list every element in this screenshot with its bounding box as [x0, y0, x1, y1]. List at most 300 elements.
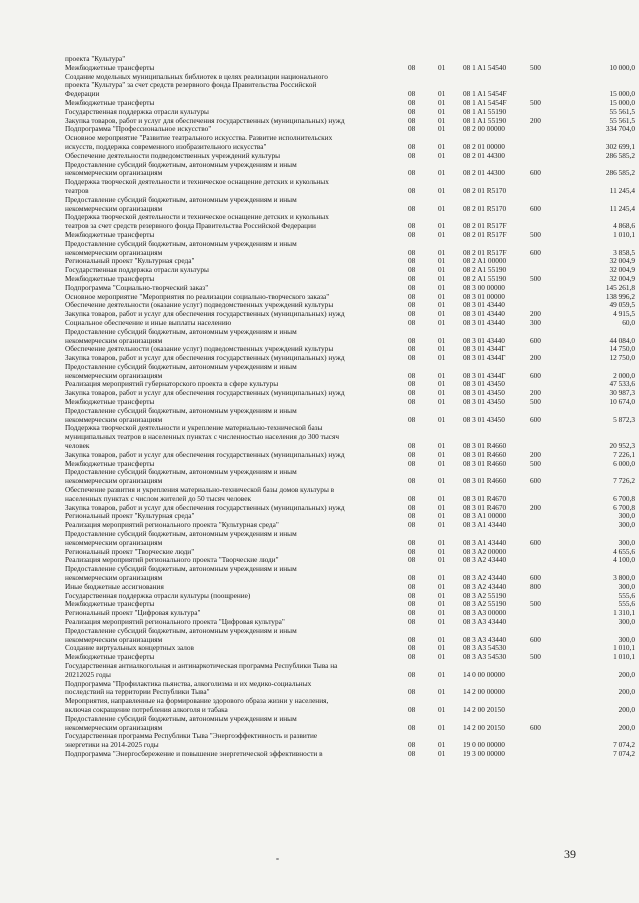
- row-subsection-code: 01: [438, 344, 446, 354]
- row-name: Межбюджетные трансферты: [65, 599, 155, 609]
- row-margin: [0, 460, 65, 469]
- row-subsection-code: 01: [438, 573, 446, 583]
- row-amount: 7 226,1: [613, 449, 635, 459]
- row-target-article-code: 08 2 01 R517F: [463, 229, 507, 239]
- row-amount: 300,0: [618, 511, 635, 521]
- row-target-article-code: 08 2 01 R5170: [463, 185, 507, 195]
- table-row: [0, 178, 639, 196]
- row-name: Подпрограмма "Профилактика пьянства, алкоголизма и их медико-социальных последствий на территории Республики Тыва": [65, 678, 312, 697]
- row-expense-type-code: 600: [530, 370, 541, 380]
- row-name: Межбюджетные трансферты: [65, 458, 155, 468]
- row-section-code: 08: [408, 353, 416, 363]
- row-section-code: 08: [408, 273, 416, 283]
- row-section-code: 08: [408, 62, 416, 72]
- row-margin: [0, 583, 65, 592]
- row-name: Региональный проект "Творческие люди": [65, 546, 195, 556]
- row-margin: [0, 354, 65, 363]
- row-amount: 300,0: [618, 634, 635, 644]
- row-margin: [0, 627, 65, 645]
- row-expense-type-code: 500: [530, 397, 541, 407]
- row-subsection-code: 01: [438, 555, 446, 565]
- row-margin: [0, 284, 65, 293]
- row-name: Обеспечение деятельности подведомственных учреждений культуры: [65, 150, 281, 160]
- row-margin: [0, 213, 65, 231]
- row-margin: [0, 108, 65, 117]
- row-name: Обеспечение деятельности (оказание услуг) подведомственных учреждений культуры: [65, 300, 334, 310]
- row-amount: 138 996,2: [605, 291, 635, 301]
- row-section-code: 08: [408, 704, 416, 714]
- row-subsection-code: 01: [438, 388, 446, 398]
- row-name: Закупка товаров, работ и услуг для обеспечения государственных (муниципальных) нужд: [65, 353, 345, 363]
- row-expense-type-code: 500: [530, 599, 541, 609]
- row-section-code: 08: [408, 141, 416, 151]
- row-margin: [0, 697, 65, 715]
- row-name: Предоставление субсидий бюджетным, автономным учреждениям и иным некоммерческим организациям: [65, 361, 297, 380]
- row-target-article-code: 08 3 01 R4670: [463, 493, 507, 503]
- row-target-article-code: 08 2 00 00000: [463, 124, 505, 134]
- row-target-article-code: 14 2 00 00000: [463, 687, 505, 697]
- row-subsection-code: 01: [438, 203, 446, 213]
- row-name: Региональный проект "Культурная среда": [65, 511, 195, 521]
- row-target-article-code: 08 3 A3 00000: [463, 608, 507, 618]
- row-subsection-code: 01: [438, 89, 446, 99]
- row-amount: 4 655,6: [613, 546, 635, 556]
- row-name: Региональный проект "Культурная среда": [65, 256, 195, 266]
- row-amount: 3 858,5: [613, 247, 635, 257]
- row-expense-type-code: 500: [530, 458, 541, 468]
- row-amount: 4 868,6: [613, 221, 635, 231]
- row-amount: 2 000,0: [613, 370, 635, 380]
- row-name: Закупка товаров, работ и услуг для обеспечения государственных (муниципальных) нужд: [65, 388, 345, 398]
- table-row: [0, 213, 639, 231]
- row-name: Поддержка творческой деятельности и укрепление материально-технической базы муниципальных театров в населенных пунктах с численностью населения до 300 тысяч человек: [65, 423, 340, 451]
- row-section-code: 08: [408, 493, 416, 503]
- table-row: [0, 240, 639, 258]
- row-margin: [0, 266, 65, 275]
- budget-table: [0, 55, 639, 759]
- row-amount: 7 726,2: [613, 476, 635, 486]
- row-name: Государственная поддержка отрасли культуры: [65, 106, 209, 116]
- row-name: Реализация мероприятий регионального проекта "Культурная среда": [65, 520, 279, 530]
- row-amount: 15 000,0: [609, 89, 635, 99]
- row-section-code: 08: [408, 441, 416, 451]
- row-section-code: 08: [408, 309, 416, 319]
- row-subsection-code: 01: [438, 185, 446, 195]
- row-subsection-code: 01: [438, 309, 446, 319]
- row-name: Реализация мероприятий губернаторского проекта в сфере культуры: [65, 379, 279, 389]
- row-subsection-code: 01: [438, 317, 446, 327]
- row-section-code: 08: [408, 687, 416, 697]
- row-section-code: 08: [408, 476, 416, 486]
- row-subsection-code: 01: [438, 643, 446, 653]
- row-subsection-code: 01: [438, 397, 446, 407]
- row-target-article-code: 19 0 00 00000: [463, 740, 505, 750]
- row-amount: 10 000,0: [609, 62, 635, 72]
- row-margin: [0, 117, 65, 126]
- row-target-article-code: 08 1 A1 55190: [463, 106, 507, 116]
- row-subsection-code: 01: [438, 414, 446, 424]
- row-amount: 11 245,4: [609, 185, 635, 195]
- row-amount: 300,0: [618, 617, 635, 626]
- row-name: Межбюджетные трансферты: [65, 229, 155, 239]
- row-subsection-code: 01: [438, 150, 446, 160]
- table-row: [0, 715, 639, 733]
- scan-artifact: [276, 858, 279, 860]
- row-margin: [0, 134, 65, 152]
- row-expense-type-code: 600: [530, 168, 541, 178]
- row-target-article-code: 08 3 01 43440: [463, 335, 505, 345]
- row-subsection-code: 01: [438, 722, 446, 732]
- row-section-code: 08: [408, 317, 416, 327]
- row-section-code: 08: [408, 555, 416, 565]
- row-target-article-code: 08 3 01 00000: [463, 291, 505, 301]
- row-expense-type-code: 200: [530, 449, 541, 459]
- table-row: [0, 407, 639, 425]
- row-margin: [0, 609, 65, 618]
- table-row: [0, 134, 639, 152]
- row-section-code: 08: [408, 599, 416, 609]
- row-margin: [0, 662, 65, 680]
- row-margin: [0, 398, 65, 407]
- row-subsection-code: 01: [438, 221, 446, 231]
- row-section-code: 08: [408, 590, 416, 600]
- row-expense-type-code: 600: [530, 203, 541, 213]
- row-margin: [0, 486, 65, 504]
- row-target-article-code: 08 1 A1 5454F: [463, 97, 507, 107]
- row-name: Государственная поддержка отрасли культуры: [65, 265, 209, 275]
- row-name: Предоставление субсидий бюджетным, автономным учреждениям и иным некоммерческим организациям: [65, 529, 297, 547]
- row-subsection-code: 01: [438, 168, 446, 178]
- table-row: [0, 328, 639, 346]
- row-target-article-code: 08 3 01 R4660: [463, 449, 507, 459]
- row-name: Основное мероприятие "Мероприятия по реализации социально-творческого заказа": [65, 291, 330, 301]
- row-section-code: 08: [408, 115, 416, 125]
- row-name: Обеспечение развития и укрепления материально-технической базы домов культуры в населенных пунктах с числом жителей до 50 тысяч человек: [65, 485, 335, 503]
- row-section-code: 08: [408, 150, 416, 160]
- row-name: Государственная поддержка отрасли культуры (поощрение): [65, 590, 251, 600]
- row-amount: 4 915,5: [613, 309, 635, 319]
- row-target-article-code: 08 3 A2 55190: [463, 599, 507, 609]
- row-name: Межбюджетные трансферты: [65, 273, 155, 283]
- row-subsection-code: 01: [438, 493, 446, 503]
- row-target-article-code: 08 3 A3 43440: [463, 634, 507, 644]
- row-target-article-code: 08 3 A2 43440: [463, 573, 507, 583]
- row-subsection-code: 01: [438, 581, 446, 591]
- row-amount: 14 750,0: [609, 344, 635, 354]
- row-amount: 145 261,8: [605, 282, 635, 292]
- row-expense-type-code: 200: [530, 353, 541, 363]
- row-amount: 47 533,6: [609, 379, 635, 389]
- row-subsection-code: 01: [438, 247, 446, 257]
- row-name: Региональный проект "Цифровая культура": [65, 608, 201, 618]
- row-margin: [0, 521, 65, 530]
- row-amount: 334 704,0: [605, 124, 635, 134]
- row-margin: [0, 319, 65, 328]
- row-amount: 49 059,5: [609, 300, 635, 310]
- row-name: Создание виртуальных концертных залов: [65, 643, 195, 653]
- row-expense-type-code: 600: [530, 247, 541, 257]
- row-expense-type-code: 600: [530, 476, 541, 486]
- row-name: Межбюджетные трансферты: [65, 397, 155, 407]
- row-amount: 20 952,3: [609, 441, 635, 451]
- row-section-code: 08: [408, 414, 416, 424]
- row-section-code: 08: [408, 449, 416, 459]
- row-target-article-code: 08 3 A1 43440: [463, 520, 507, 530]
- row-subsection-code: 01: [438, 546, 446, 556]
- row-section-code: 08: [408, 458, 416, 468]
- row-section-code: 08: [408, 643, 416, 653]
- row-name: Основное мероприятие "Развитие театрального искусства. Развитие исполнительских искусств, поддержка современного изобразительного искусства": [65, 133, 333, 151]
- row-expense-type-code: 200: [530, 388, 541, 398]
- row-margin: [0, 152, 65, 161]
- row-margin: [0, 530, 65, 548]
- row-name: Создание модельных муниципальных библиотек в целях реализации национального проекта "Культура" за счет средств резервного фонда Правительства Российской Федерации: [65, 71, 328, 99]
- row-subsection-code: 01: [438, 599, 446, 609]
- row-name: Предоставление субсидий бюджетным, автономным учреждениям и иным некоммерческим организациям: [65, 625, 297, 644]
- row-margin: [0, 99, 65, 108]
- row-target-article-code: 08 2 01 R517F: [463, 221, 507, 231]
- row-target-article-code: 08 2 01 44300: [463, 168, 505, 178]
- row-subsection-code: 01: [438, 748, 446, 758]
- row-margin: [0, 715, 65, 733]
- row-amount: 555,6: [618, 590, 635, 600]
- row-section-code: 08: [408, 652, 416, 662]
- row-target-article-code: 14 2 00 20150: [463, 722, 505, 732]
- row-name: Межбюджетные трансферты: [65, 97, 155, 107]
- row-target-article-code: 08 3 01 R4660: [463, 441, 507, 451]
- row-margin: [0, 407, 65, 425]
- table-row: [0, 424, 639, 450]
- row-expense-type-code: 500: [530, 229, 541, 239]
- row-name: Межбюджетные трансферты: [65, 652, 155, 662]
- row-section-code: 08: [408, 370, 416, 380]
- table-row: [0, 468, 639, 486]
- row-target-article-code: 19 3 00 00000: [463, 748, 505, 758]
- row-amount: 32 004,9: [609, 273, 635, 283]
- row-target-article-code: 08 1 A1 55190: [463, 115, 507, 125]
- row-expense-type-code: 600: [530, 634, 541, 644]
- row-subsection-code: 01: [438, 62, 446, 72]
- row-target-article-code: 08 2 A1 55190: [463, 265, 507, 275]
- row-name: Предоставление субсидий бюджетным, автономным учреждениям и иным некоммерческим организациям: [65, 467, 297, 486]
- row-target-article-code: 08 3 01 R4670: [463, 502, 507, 512]
- row-name: Предоставление субсидий бюджетным, автономным учреждениям и иным некоммерческим организациям: [65, 194, 297, 213]
- row-amount: 300,0: [618, 537, 635, 547]
- row-target-article-code: 08 3 A2 43440: [463, 555, 507, 565]
- row-target-article-code: 08 2 01 R517F: [463, 247, 507, 257]
- row-target-article-code: 08 1 A1 5454F: [463, 89, 507, 99]
- row-target-article-code: 08 3 01 43440: [463, 300, 505, 310]
- row-amount: 1 010,1: [613, 643, 635, 653]
- row-section-code: 08: [408, 669, 416, 679]
- row-margin: [0, 196, 65, 214]
- row-target-article-code: 08 3 01 R4660: [463, 476, 507, 486]
- row-section-code: 08: [408, 124, 416, 134]
- row-target-article-code: 08 3 A3 54530: [463, 643, 507, 653]
- row-amount: 6 000,0: [613, 458, 635, 468]
- row-margin: [0, 275, 65, 284]
- row-subsection-code: 01: [438, 617, 446, 626]
- row-section-code: 08: [408, 229, 416, 239]
- row-section-code: 08: [408, 89, 416, 99]
- row-amount: 6 700,8: [613, 493, 635, 503]
- row-margin: [0, 600, 65, 609]
- table-row: [0, 697, 639, 715]
- row-section-code: 08: [408, 335, 416, 345]
- row-expense-type-code: 200: [530, 309, 541, 319]
- row-amount: 286 585,2: [605, 150, 635, 160]
- row-subsection-code: 01: [438, 634, 446, 644]
- row-subsection-code: 01: [438, 441, 446, 451]
- row-margin: [0, 64, 65, 73]
- row-margin: [0, 310, 65, 319]
- row-name: Закупка товаров, работ и услуг для обеспечения государственных (муниципальных) нужд: [65, 115, 345, 125]
- row-expense-type-code: 600: [530, 335, 541, 345]
- row-margin: [0, 178, 65, 196]
- row-section-code: 08: [408, 106, 416, 116]
- row-name: Подпрограмма "Профессиональное искусство": [65, 124, 212, 134]
- table-row: [0, 662, 639, 680]
- row-expense-type-code: 800: [530, 581, 541, 591]
- row-section-code: 08: [408, 247, 416, 257]
- row-name: Закупка товаров, работ и услуг для обеспечения государственных (муниципальных) нужд: [65, 309, 345, 319]
- row-subsection-code: 01: [438, 291, 446, 301]
- row-amount: 7 074,2: [613, 748, 635, 758]
- row-name: Реализация мероприятий регионального проекта "Творческие люди": [65, 555, 279, 565]
- row-subsection-code: 01: [438, 502, 446, 512]
- row-target-article-code: 08 3 A2 55190: [463, 590, 507, 600]
- row-margin: [0, 468, 65, 486]
- row-expense-type-code: 200: [530, 115, 541, 125]
- row-subsection-code: 01: [438, 124, 446, 134]
- page-number: 39: [564, 847, 576, 861]
- row-name: Закупка товаров, работ и услуг для обеспечения государственных (муниципальных) нужд: [65, 449, 345, 459]
- row-subsection-code: 01: [438, 256, 446, 266]
- row-target-article-code: 08 1 A1 54540: [463, 62, 507, 72]
- row-expense-type-code: 200: [530, 502, 541, 512]
- row-margin: [0, 328, 65, 346]
- row-target-article-code: 14 0 00 00000: [463, 669, 505, 679]
- row-subsection-code: 01: [438, 537, 446, 547]
- row-name: Социальное обеспечение и иные выплаты населению: [65, 317, 232, 327]
- row-expense-type-code: 500: [530, 652, 541, 662]
- row-subsection-code: 01: [438, 520, 446, 530]
- row-subsection-code: 01: [438, 282, 446, 292]
- row-target-article-code: 08 3 01 43440: [463, 317, 505, 327]
- row-target-article-code: 08 2 A1 00000: [463, 256, 507, 266]
- row-margin: [0, 750, 65, 759]
- row-amount: 1 310,1: [613, 608, 635, 618]
- row-subsection-code: 01: [438, 449, 446, 459]
- row-section-code: 08: [408, 265, 416, 275]
- row-margin: [0, 680, 65, 698]
- row-amount: 55 561,5: [609, 106, 635, 116]
- row-section-code: 08: [408, 256, 416, 266]
- row-margin: [0, 592, 65, 601]
- row-margin: [0, 240, 65, 258]
- table-row: [0, 627, 639, 645]
- row-subsection-code: 01: [438, 740, 446, 750]
- row-margin: [0, 451, 65, 460]
- row-target-article-code: 08 3 01 43450: [463, 388, 505, 398]
- row-section-code: 08: [408, 520, 416, 530]
- row-target-article-code: 08 3 00 00000: [463, 282, 505, 292]
- row-margin: [0, 345, 65, 354]
- row-section-code: 08: [408, 502, 416, 512]
- row-amount: 6 700,8: [613, 502, 635, 512]
- row-name: Предоставление субсидий бюджетным, автономным учреждениям и иным некоммерческим организациям: [65, 159, 297, 178]
- row-target-article-code: 08 3 A2 43440: [463, 581, 507, 591]
- row-section-code: 08: [408, 722, 416, 732]
- row-section-code: 08: [408, 203, 416, 213]
- row-name: Обеспечение деятельности (оказание услуг) подведомственных учреждений культуры: [65, 344, 334, 354]
- row-expense-type-code: 500: [530, 273, 541, 283]
- row-expense-type-code: 600: [530, 414, 541, 424]
- row-subsection-code: 01: [438, 687, 446, 697]
- table-row: [0, 363, 639, 381]
- row-margin: [0, 424, 65, 450]
- row-subsection-code: 01: [438, 300, 446, 310]
- row-section-code: 08: [408, 581, 416, 591]
- row-amount: 200,0: [618, 687, 635, 697]
- row-amount: 1 010,1: [613, 229, 635, 239]
- row-subsection-code: 01: [438, 370, 446, 380]
- row-section-code: 08: [408, 397, 416, 407]
- table-row: [0, 680, 639, 698]
- row-name: Предоставление субсидий бюджетным, автономным учреждениям и иным некоммерческим организациям: [65, 564, 297, 583]
- row-section-code: 08: [408, 617, 416, 626]
- row-section-code: 08: [408, 291, 416, 301]
- row-margin: [0, 618, 65, 627]
- row-amount: 200,0: [618, 722, 635, 732]
- row-margin: [0, 732, 65, 750]
- row-name: Предоставление субсидий бюджетным, автономным учреждениям и иным некоммерческим организациям: [65, 713, 297, 732]
- row-expense-type-code: 600: [530, 722, 541, 732]
- row-section-code: 08: [408, 573, 416, 583]
- row-subsection-code: 01: [438, 379, 446, 389]
- row-subsection-code: 01: [438, 669, 446, 679]
- row-section-code: 08: [408, 344, 416, 354]
- row-name: Предоставление субсидий бюджетным, автономным учреждениям и иным некоммерческим организациям: [65, 326, 297, 345]
- row-margin: [0, 380, 65, 389]
- row-target-article-code: 08 3 01 R4660: [463, 458, 507, 468]
- row-name: Поддержка творческой деятельности и техническое оснащение детских и кукольных театров за счет средств резервного фонда Правительства Российской Федерации: [65, 212, 329, 231]
- row-margin: [0, 257, 65, 266]
- row-expense-type-code: 600: [530, 537, 541, 547]
- row-target-article-code: 14 2 00 20150: [463, 704, 505, 714]
- row-subsection-code: 01: [438, 353, 446, 363]
- row-amount: 286 585,2: [605, 168, 635, 178]
- row-margin: [0, 231, 65, 240]
- row-margin: [0, 293, 65, 302]
- row-subsection-code: 01: [438, 106, 446, 116]
- row-section-code: 08: [408, 511, 416, 521]
- row-name: Предоставление субсидий бюджетным, автономным учреждениям и иным некоммерческим организациям: [65, 405, 297, 424]
- row-name: проекта "Культура": [65, 54, 126, 63]
- row-target-article-code: 08 2 01 44300: [463, 150, 505, 160]
- table-row: [0, 530, 639, 548]
- row-subsection-code: 01: [438, 652, 446, 662]
- row-subsection-code: 01: [438, 115, 446, 125]
- row-margin: [0, 504, 65, 513]
- row-section-code: 08: [408, 221, 416, 231]
- row-subsection-code: 01: [438, 97, 446, 107]
- row-margin: [0, 548, 65, 557]
- row-name: Государственная программа Республики Тыва "Энергоэффективность и развитие энергетики на 2014-2025 годы: [65, 731, 318, 750]
- row-amount: 7 074,2: [613, 740, 635, 750]
- row-section-code: 08: [408, 546, 416, 556]
- row-name: Подпрограмма "Социально-творческий заказ": [65, 282, 209, 292]
